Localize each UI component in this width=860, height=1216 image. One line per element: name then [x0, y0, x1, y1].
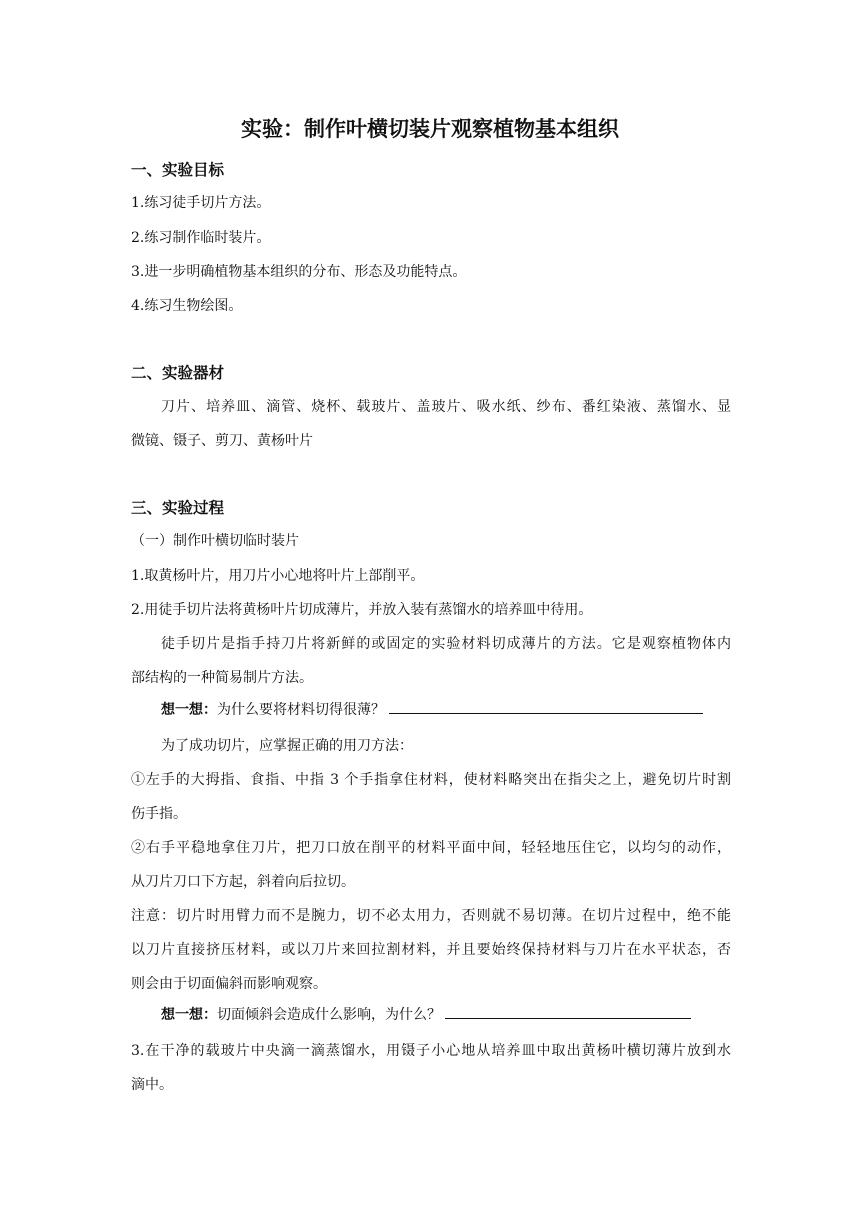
procedure-step: 2.用徒手切片法将黄杨叶片切成薄片，并放入装有蒸馏水的培养皿中待用。: [131, 602, 593, 618]
subsection-heading: （一）制作叶横切临时装片: [131, 533, 299, 549]
paragraph-line: 为了成功切片，应掌握正确的用刀方法：: [161, 738, 413, 754]
think-question: 为什么要将材料切得很薄？: [217, 702, 385, 718]
objective-item: 4.练习生物绘图。: [131, 298, 243, 314]
paragraph-line: 部结构的一种简易制片方法。: [131, 670, 313, 686]
technique-item-line: 伤手指。: [131, 806, 187, 822]
technique-item-line: 从刀片刀口下方起，斜着向后拉切。: [131, 874, 355, 890]
procedure-step: 滴中。: [131, 1077, 173, 1093]
materials-text-line: 刀片、培养皿、滴管、烧杯、载玻片、盖玻片、吸水纸、纱布、番红染液、蒸馏水、显: [161, 399, 731, 415]
note-line: 注意：切片时用臂力而不是腕力，切不必太用力，否则就不易切薄。在切片过程中，绝不能: [131, 908, 731, 924]
technique-item-line: ②右手平稳地拿住刀片，把刀口放在削平的材料平面中间，轻轻地压住它，以均匀的动作，: [131, 840, 731, 856]
objective-item: 2.练习制作临时装片。: [131, 230, 271, 246]
objective-item: 3.进一步明确植物基本组织的分布、形态及功能特点。: [131, 264, 467, 280]
answer-blank[interactable]: [445, 1004, 691, 1019]
think-prompt: [161, 699, 731, 719]
think-label: 想一想：: [161, 702, 217, 718]
section-heading-objectives: 一、实验目标: [131, 161, 225, 179]
procedure-step: 3.在干净的载玻片中央滴一滴蒸馏水，用镊子小心地从培养皿中取出黄杨叶横切薄片放到水: [131, 1043, 731, 1059]
answer-blank[interactable]: [389, 699, 703, 714]
materials-text-line: 微镜、镊子、剪刀、黄杨叶片: [131, 433, 313, 449]
think-prompt: [161, 1004, 731, 1024]
objective-item: 1.练习徒手切片方法。: [131, 195, 271, 211]
note-line: 则会由于切面偏斜而影响观察。: [131, 976, 327, 992]
think-label: 想一想：: [161, 1007, 217, 1023]
procedure-step: 1.取黄杨叶片，用刀片小心地将叶片上部削平。: [131, 568, 425, 584]
note-line: 以刀片直接挤压材料，或以刀片来回拉割材料，并且要始终保持材料与刀片在水平状态，否: [131, 942, 731, 958]
section-heading-procedure: 三、实验过程: [131, 499, 225, 517]
section-heading-materials: 二、实验器材: [131, 364, 225, 382]
paragraph-line: 徒手切片是指手持刀片将新鲜的或固定的实验材料切成薄片的方法。它是观察植物体内: [161, 636, 731, 652]
think-question: 切面倾斜会造成什么影响，为什么？: [217, 1007, 441, 1023]
document-title: 实验：制作叶横切装片观察植物基本组织: [241, 117, 619, 141]
technique-item-line: ①左手的大拇指、食指、中指 3 个手指拿住材料，使材料略突出在指尖之上，避免切片时割: [131, 772, 731, 788]
